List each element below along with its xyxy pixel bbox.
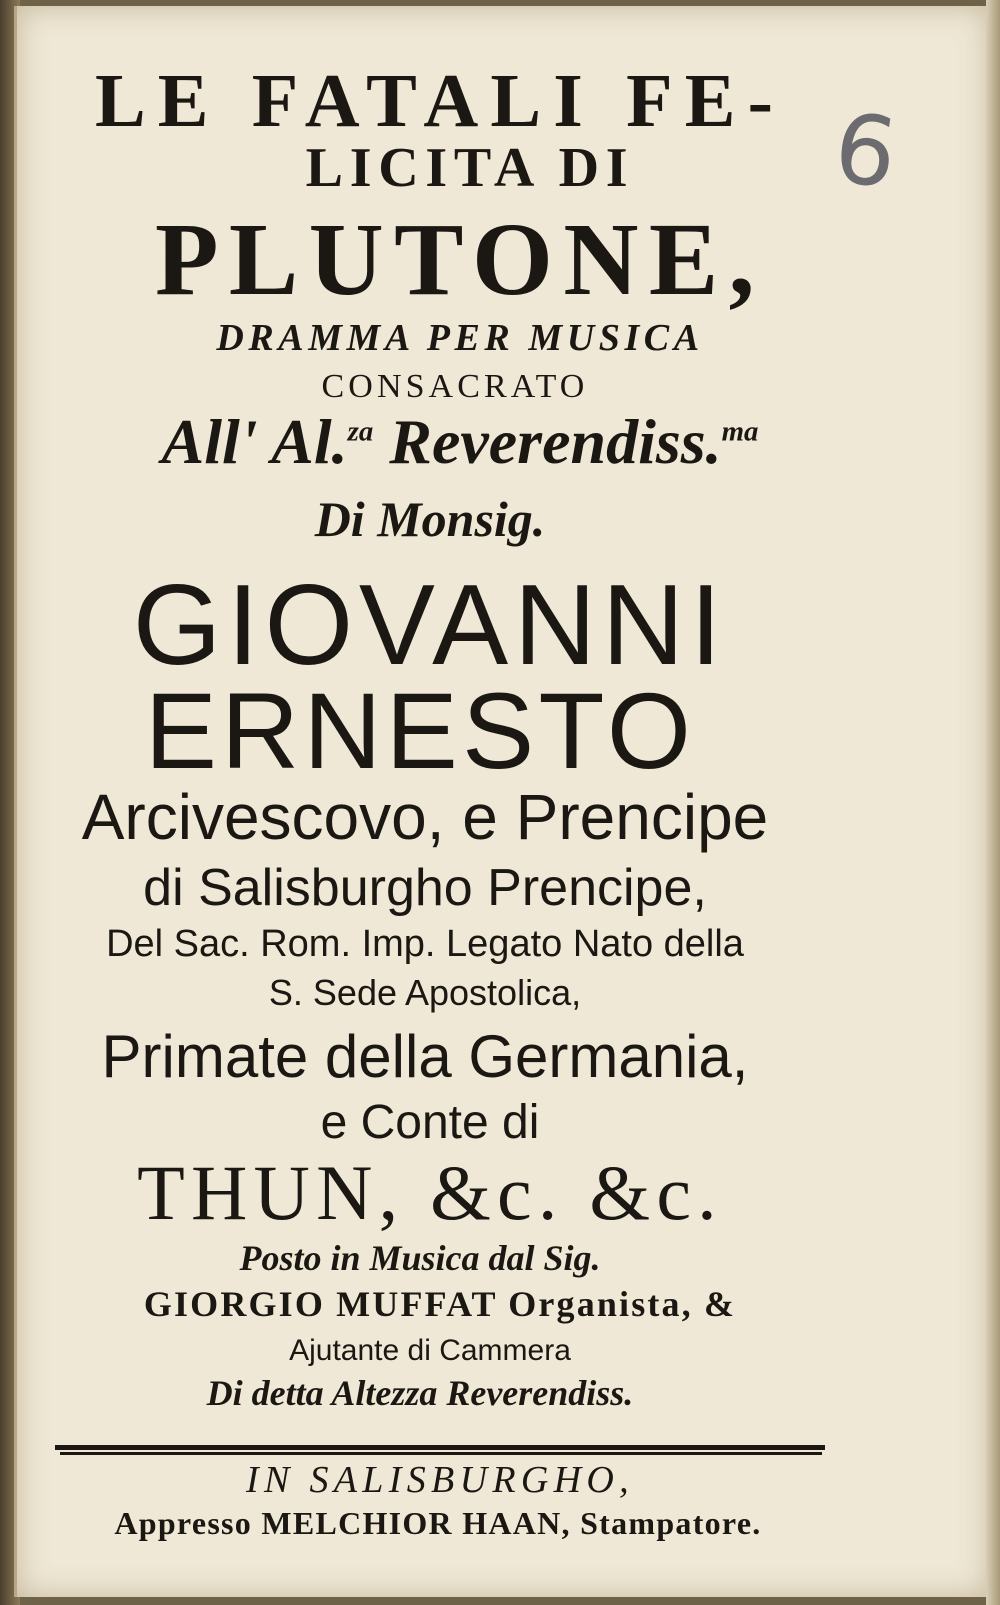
consacrato-line: CONSACRATO — [321, 368, 589, 405]
name-giovanni: GIOVANNI — [132, 562, 728, 689]
dedication-line — [0, 405, 960, 479]
title-line-1: LE FATALI FE- — [94, 59, 786, 143]
dedication-part-b: Reverendiss. — [373, 406, 722, 477]
dedication-sup-1: za — [347, 415, 374, 448]
altezza-line: Di detta Altezza Reverendiss. — [206, 1373, 634, 1413]
imprint-rule-top — [55, 1445, 825, 1450]
imprint-printer: Appresso MELCHIOR HAAN, Stampatore. — [114, 1505, 762, 1541]
title-sede: S. Sede Apostolica, — [268, 972, 582, 1013]
title-thun: THUN, &c. &c. — [137, 1149, 723, 1236]
title-conte: e Conte di — [320, 1096, 540, 1149]
title-legato: Del Sac. Rom. Imp. Legato Nato della — [106, 923, 744, 965]
page-edge — [986, 0, 1000, 1605]
pencil-annotation: 6 — [827, 91, 904, 211]
ajutante-line: Ajutante di Cammera — [289, 1334, 571, 1367]
title-arcivescovo: Arcivescovo, e Prencipe — [81, 781, 769, 853]
imprint-place: IN SALISBURGHO, — [246, 1459, 634, 1501]
title-line-3: PLUTONE, — [154, 202, 766, 317]
di-monsig-line: Di Monsig. — [314, 491, 546, 547]
composer-line: GIORGIO MUFFAT Organista, & — [143, 1284, 737, 1324]
title-salisburgho: di Salisburgho Prencipe, — [143, 859, 707, 917]
imprint-rule-bottom — [60, 1452, 822, 1455]
name-ernesto: ERNESTO — [144, 670, 696, 791]
title-line-2: LICITA DI — [305, 137, 635, 199]
title-primate: Primate della Germania, — [101, 1023, 749, 1090]
dedication-sup-2: ma — [721, 415, 759, 448]
dedication-part-a: All' Al. — [161, 406, 348, 477]
posto-in-musica: Posto in Musica dal Sig. — [239, 1238, 601, 1278]
subtitle-dramma: DRAMMA PER MUSICA — [216, 317, 704, 359]
